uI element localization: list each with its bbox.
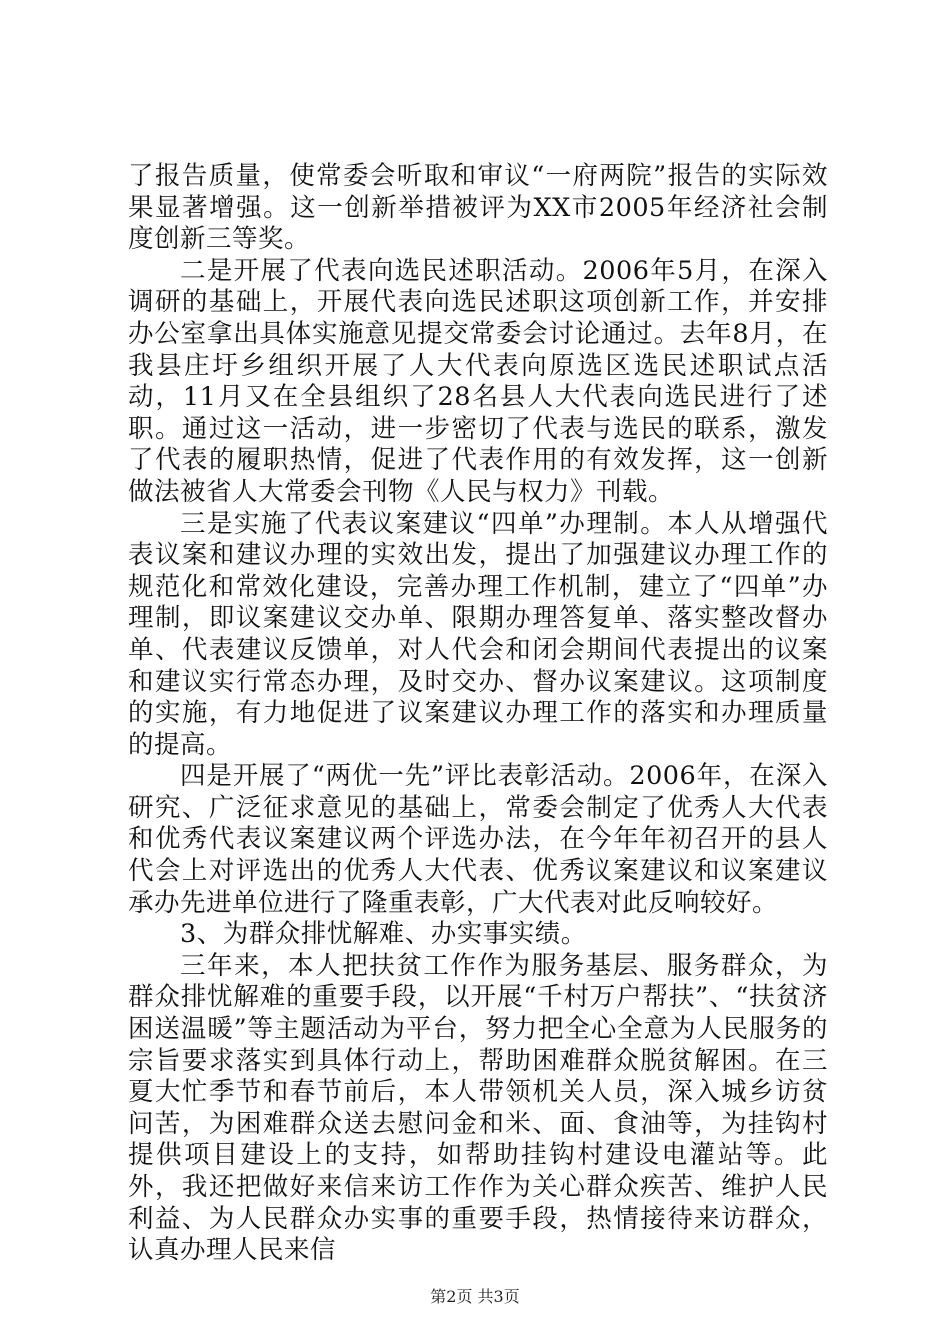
paragraph-voter-report: 二是开展了代表向选民述职活动。2006年5月，在深入调研的基础上，开展代表向选民述职这项创新工作，并安排办公室拿出具体实施意见提交常委会讨论通过。去年8月，在我县庄圩乡组织开展了人大代表向原选区选民述职试点活动，11月又在全县组织了28名县人大代表向选民进行了述职。通过这一活动，进一步密切了代表与选民的联系，激发了代表的履职热情，促进了代表作用的有效发挥，这一创新做法被省人大常委会刊物《人民与权力》刊载。 xyxy=(128,255,828,507)
section-heading: 3、为群众排忧解难、办实事实绩。 xyxy=(180,919,587,950)
document-body xyxy=(128,161,828,1267)
paragraph-continuation: 了报告质量，使常委会听取和审议“一府两院”报告的实际效果显著增强。这一创新举措被评为XX市2005年经济社会制度创新三等奖。 xyxy=(128,161,828,255)
page-footer: 第2页 共3页 xyxy=(430,1287,520,1306)
paragraph-poverty-relief: 三年来，本人把扶贫工作作为服务基层、服务群众，为群众排忧解难的重要手段，以开展“千村万户帮扶”、“扶贫济困送温暖”等主题活动为平台，努力把全心全意为人民服务的宗旨要求落实到具体行动上，帮助困难群众脱贫解困。在三夏大忙季节和春节前后，本人带领机关人员，深入城乡访贫问苦，为困难群众送去慰问金和米、面、食油等，为挂钩村提供项目建设上的支持，如帮助挂钩村建设电灌站等。此外，我还把做好来信来访工作作为关心群众疾苦、维护人民利益、为人民群众办实事的重要手段，热情接待来访群众，认真办理人民来信 xyxy=(128,950,828,1266)
paragraph-four-forms: 三是实施了代表议案建议“四单”办理制。本人从增强代表议案和建议办理的实效出发，提出了加强建议办理工作的规范化和常效化建设，完善办理工作机制，建立了“四单”办理制，即议案建议交办单、限期办理答复单、落实整改督办单、代表建议反馈单，对人代会和闭会期间代表提出的议案和建议实行常态办理，及时交办、督办议案建议。这项制度的实施，有力地促进了议案建议办理工作的落实和办理质量的提高。 xyxy=(128,508,828,760)
paragraph-two-excellent: 四是开展了“两优一先”评比表彰活动。2006年，在深入研究、广泛征求意见的基础上，常委会制定了优秀人大代表和优秀代表议案建议两个评选办法，在今年年初召开的县人代会上对评选出的优秀人大代表、优秀议案建议和议案建议承办先进单位进行了隆重表彰，广大代表对此反响较好。 xyxy=(128,761,828,918)
